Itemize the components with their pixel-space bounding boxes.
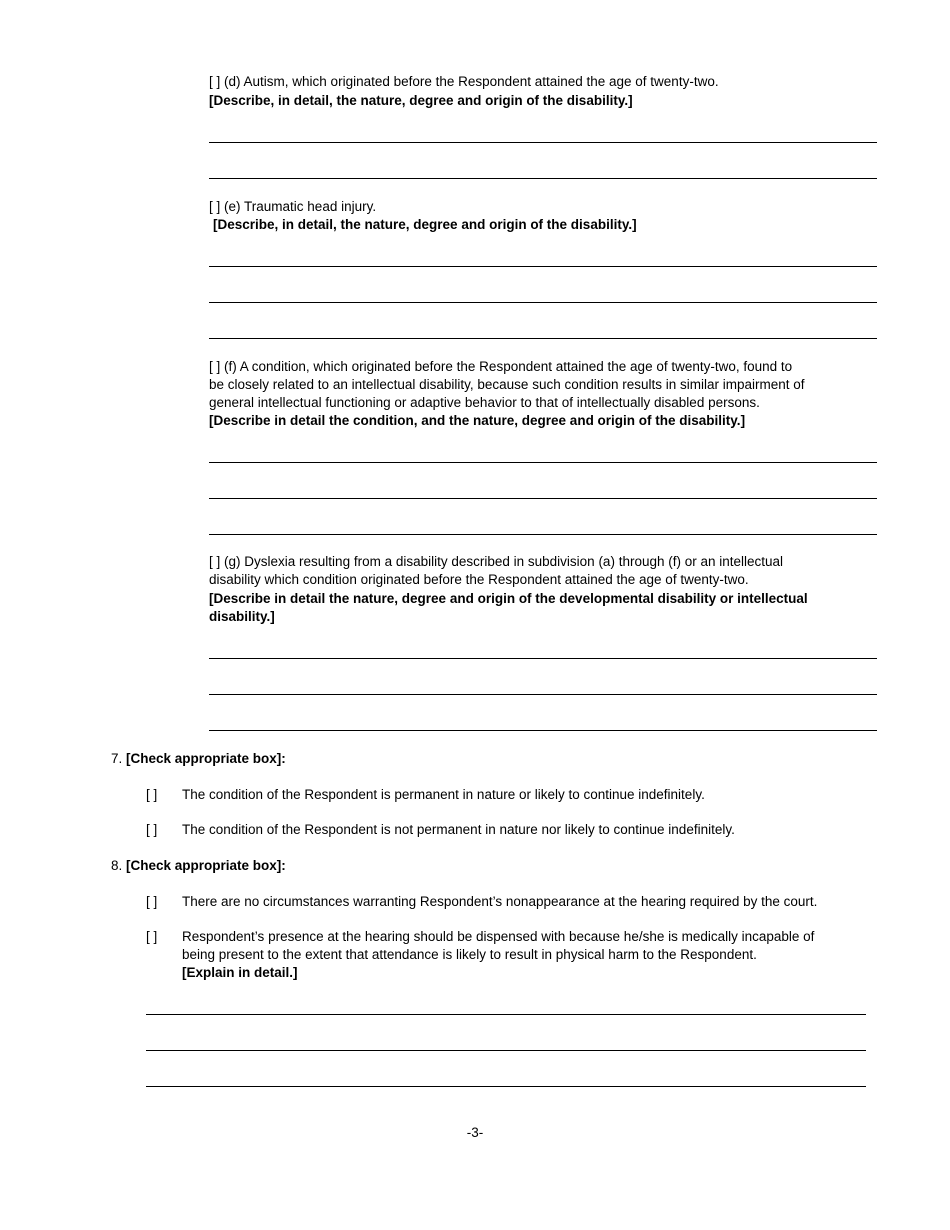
item-e-blank-line-3[interactable] [209, 338, 877, 339]
section-8-option-2-text-2: being present to the extent that attendance is likely to result in physical harm to the Respondent. [182, 947, 757, 962]
item-g-instruction-2: disability.] [209, 609, 275, 624]
section-8-option-2-instruction: [Explain in detail.] [182, 965, 298, 980]
item-g-instruction-1: [Describe in detail the nature, degree and origin of the developmental disability or intellectual [209, 591, 808, 606]
section-8-blank-line-1[interactable] [146, 1014, 866, 1015]
item-e-blank-line-1[interactable] [209, 266, 877, 267]
item-f-text-2: be closely related to an intellectual disability, because such condition results in similar impairment of [209, 377, 805, 392]
section-8-option-2-text-1: Respondent’s presence at the hearing should be dispensed with because he/she is medically incapable of [182, 929, 815, 944]
item-g-checkbox[interactable]: [ ] [209, 554, 221, 569]
page-number: -3- [466, 1125, 484, 1140]
item-g-text-1: (g) Dyslexia resulting from a disability described in subdivision (a) through (f) or an intellectual [224, 554, 784, 569]
item-d-text: (d) Autism, which originated before the Respondent attained the age of twenty-two. [224, 74, 719, 89]
item-f-blank-line-1[interactable] [209, 462, 877, 463]
item-g-blank-line-2[interactable] [209, 694, 877, 695]
item-f-text-3: general intellectual functioning or adaptive behavior to that of intellectually disabled persons. [209, 395, 760, 410]
item-g-blank-line-1[interactable] [209, 658, 877, 659]
item-e-blank-line-2[interactable] [209, 302, 877, 303]
section-7-option-2-text: The condition of the Respondent is not permanent in nature nor likely to continue indefinitely. [182, 822, 735, 837]
section-8-number: 8. [111, 858, 123, 873]
section-7-title: [Check appropriate box]: [126, 751, 286, 766]
item-d-blank-line-1[interactable] [209, 142, 877, 143]
item-f-text-1: (f) A condition, which originated before the Respondent attained the age of twenty-two, found to [224, 359, 793, 374]
item-g-text-2: disability which condition originated before the Respondent attained the age of twenty-two. [209, 572, 749, 587]
item-d-instruction: [Describe, in detail, the nature, degree and origin of the disability.] [209, 93, 633, 108]
item-d-blank-line-2[interactable] [209, 178, 877, 179]
item-f-line-1 [209, 358, 792, 376]
item-g-line-1 [209, 553, 783, 571]
section-7-option-2-checkbox[interactable]: [ ] [146, 822, 158, 837]
section-8-option-1-text: There are no circumstances warranting Respondent’s nonappearance at the hearing required by the court. [182, 894, 818, 909]
section-8-title: [Check appropriate box]: [126, 858, 286, 873]
section-8-blank-line-2[interactable] [146, 1050, 866, 1051]
item-g-blank-line-3[interactable] [209, 730, 877, 731]
item-f-blank-line-3[interactable] [209, 534, 877, 535]
section-8-option-1-checkbox[interactable]: [ ] [146, 894, 158, 909]
item-f-blank-line-2[interactable] [209, 498, 877, 499]
item-f-checkbox[interactable]: [ ] [209, 359, 221, 374]
item-e-instruction: [Describe, in detail, the nature, degree and origin of the disability.] [213, 217, 637, 232]
section-8-option-2-checkbox[interactable]: [ ] [146, 929, 158, 944]
section-8-blank-line-3[interactable] [146, 1086, 866, 1087]
item-d-checkbox[interactable]: [ ] [209, 74, 221, 89]
item-e-text: (e) Traumatic head injury. [224, 199, 377, 214]
item-e-line [209, 198, 376, 216]
item-d-line [209, 73, 719, 91]
section-8-heading [111, 857, 286, 875]
section-7-option-1-checkbox[interactable]: [ ] [146, 787, 158, 802]
item-e-checkbox[interactable]: [ ] [209, 199, 221, 214]
section-7-option-1-text: The condition of the Respondent is permanent in nature or likely to continue indefinitely. [182, 787, 705, 802]
section-7-heading [111, 750, 286, 768]
section-7-number: 7. [111, 751, 123, 766]
item-f-instruction: [Describe in detail the condition, and the nature, degree and origin of the disability.] [209, 413, 746, 428]
